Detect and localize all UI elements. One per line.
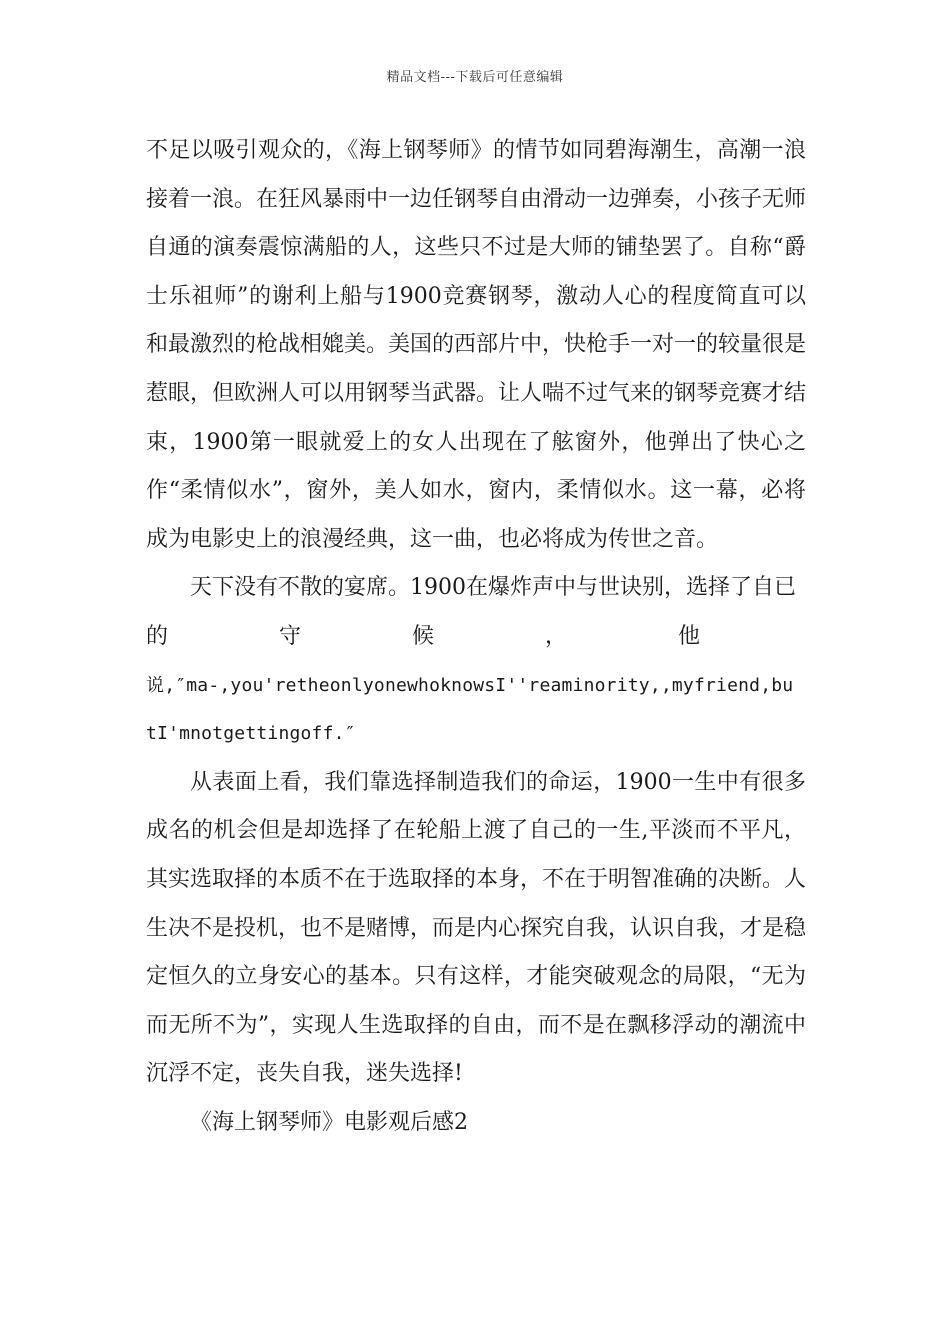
document-body — [146, 127, 806, 1147]
paragraph-2-line-1: 天下没有不散的宴席。1900在爆炸声中与世诀别，选择了自已 — [190, 575, 796, 601]
paragraph-2-line-4: tI'mnotgettingoff.″ — [146, 723, 356, 745]
paragraph-2-line-3: 说,″ma-,you'retheonlyonewhoknowsI''reaminority,,myfriend,bu — [146, 674, 794, 696]
paragraph-1: 不足以吸引观众的，《海上钢琴师》的情节如同碧海潮生，高潮一浪接着一浪。在狂风暴雨中一边任钢琴自由滑动一边弹奏，小孩子无师自通的演奏震惊满船的人，这些只不过是大师的铺垫罢了。自称“爵士乐祖师”的谢利上船与1900竞赛钢琴，激动人心的程度简直可以和最激烈的枪战相媲美。美国的西部片中，快枪手一对一的较量很是惹眼，但欧洲人可以用钢琴当武器。让人喘不过气来的钢琴竞赛才结束，1900第一眼就爱上的女人出现在了舷窗外，他弹出了快心之作“柔情似水”，窗外，美人如水，窗内，柔情似水。这一幕，必将成为电影史上的浪漫经典，这一曲，也必将成为传世之音。 — [146, 138, 807, 552]
paragraph-4-heading: 《海上钢琴师》电影观后感2 — [190, 1109, 468, 1135]
paragraph-2-line-2: 的守候，他 — [146, 623, 806, 649]
paragraph-3: 从表面上看，我们靠选择制造我们的命运，1900一生中有很多成名的机会但是却选择了在轮船上渡了自己的一生,平淡而不平凡，其实选取择的本质不在于选取择的本身，不在于明智准确的决断。人生决不是投机，也不是赌博，而是内心探究自我，认识自我，才是稳定恒久的立身安心的基本。只有这样，才能突破观念的局限，“无为而无所不为”，实现人生选取择的自由，而不是在飘移浮动的潮流中沉浮不定，丧失自我，迷失选择! — [146, 769, 807, 1087]
paragraph-2 — [146, 564, 806, 758]
page-header: 精品文档---下载后可任意编辑 — [386, 70, 564, 85]
